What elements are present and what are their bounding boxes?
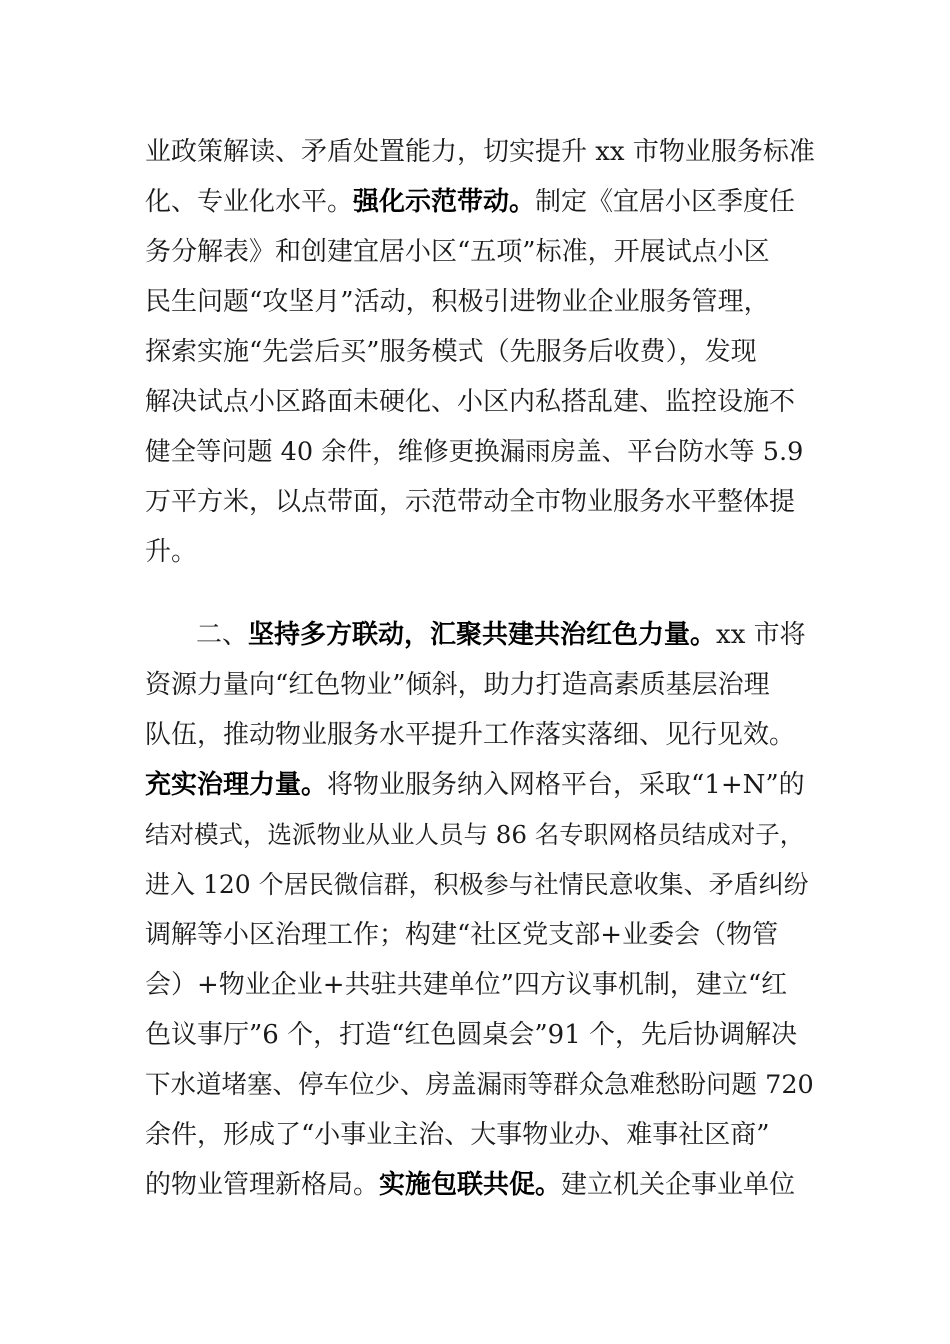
text-span: 资源力量向“红色物业”倾斜，助力打造高素质基层治理 [145,670,770,700]
text-span: 队伍，推动物业服务水平提升工作落实落细、见行见效。 [145,720,796,750]
text-span: 万平方米，以点带面，示范带动全市物业服务水平整体提 [145,487,796,517]
text-span: 健全等问题 40 余件，维修更换漏雨房盖、平台防水等 5.9 [145,437,804,467]
text-line [145,667,770,703]
text-line [145,134,815,170]
text-span: 将物业服务纳入网格平台，采取“1+N”的 [327,770,805,800]
text-span: 进入 120 个居民微信群，积极参与社情民意收集、矛盾纠纷 [145,870,809,899]
text-line [145,534,197,570]
text-line [145,334,757,370]
text-span: 务分解表》和创建宜居小区“五项”标准，开展试点小区 [145,237,770,267]
text-line [145,967,787,1003]
text-line [145,1167,795,1203]
text-line [145,1117,770,1153]
text-span: 会）+物业企业+共驻共建单位”四方议事机制，建立“红 [145,970,788,1000]
text-line [145,867,809,903]
text-span: 结对模式，选派物业从业人员与 86 名专职网格员结成对子， [145,820,805,849]
text-line [145,1017,797,1053]
bold-heading: 实施包联共促。 [379,1170,562,1200]
text-line [145,767,805,803]
text-span: xx 市将 [716,620,806,650]
text-span: 的物业管理新格局。 [145,1170,380,1200]
text-line [145,817,804,853]
text-span: 化、专业化水平。 [145,187,354,217]
text-span: 下水道堵塞、停车位少、房盖漏雨等群众急难愁盼问题 720 [145,1070,814,1100]
text-line [145,284,770,320]
text-line [196,617,806,653]
text-span: 色议事厅”6 个，打造“红色圆桌会”91 个，先后协调解决 [145,1020,798,1050]
text-line [145,917,778,953]
text-line [145,234,770,270]
text-line [145,384,795,420]
text-span: 建立机关企事业单位 [561,1170,796,1200]
text-span: 制定《宜居小区季度任 [535,187,796,217]
bold-heading: 充实治理力量。 [145,770,328,800]
text-line [145,717,795,753]
text-span: 解决试点小区路面未硬化、小区内私搭乱建、监控设施不 [145,387,796,417]
bold-heading: 坚持多方联动，汇聚共建共治红色力量。 [248,620,717,650]
bold-heading: 强化示范带动。 [353,187,536,217]
text-span: 二、 [196,620,249,650]
text-span: 调解等小区治理工作；构建“社区党支部+业委会（物管 [145,920,779,950]
text-line [145,1067,814,1103]
text-line [145,434,803,470]
text-line [145,184,795,220]
text-span: 业政策解读、矛盾处置能力，切实提升 xx 市物业服务标准 [145,137,815,167]
text-span: 余件，形成了“小事业主治、大事物业办、难事社区商” [145,1120,770,1150]
text-span: 民生问题“攻坚月”活动，积极引进物业企业服务管理， [145,287,770,317]
text-span: 升。 [145,537,198,567]
text-span: 探索实施“先尝后买”服务模式（先服务后收费），发现 [145,337,757,367]
text-line [145,484,795,520]
